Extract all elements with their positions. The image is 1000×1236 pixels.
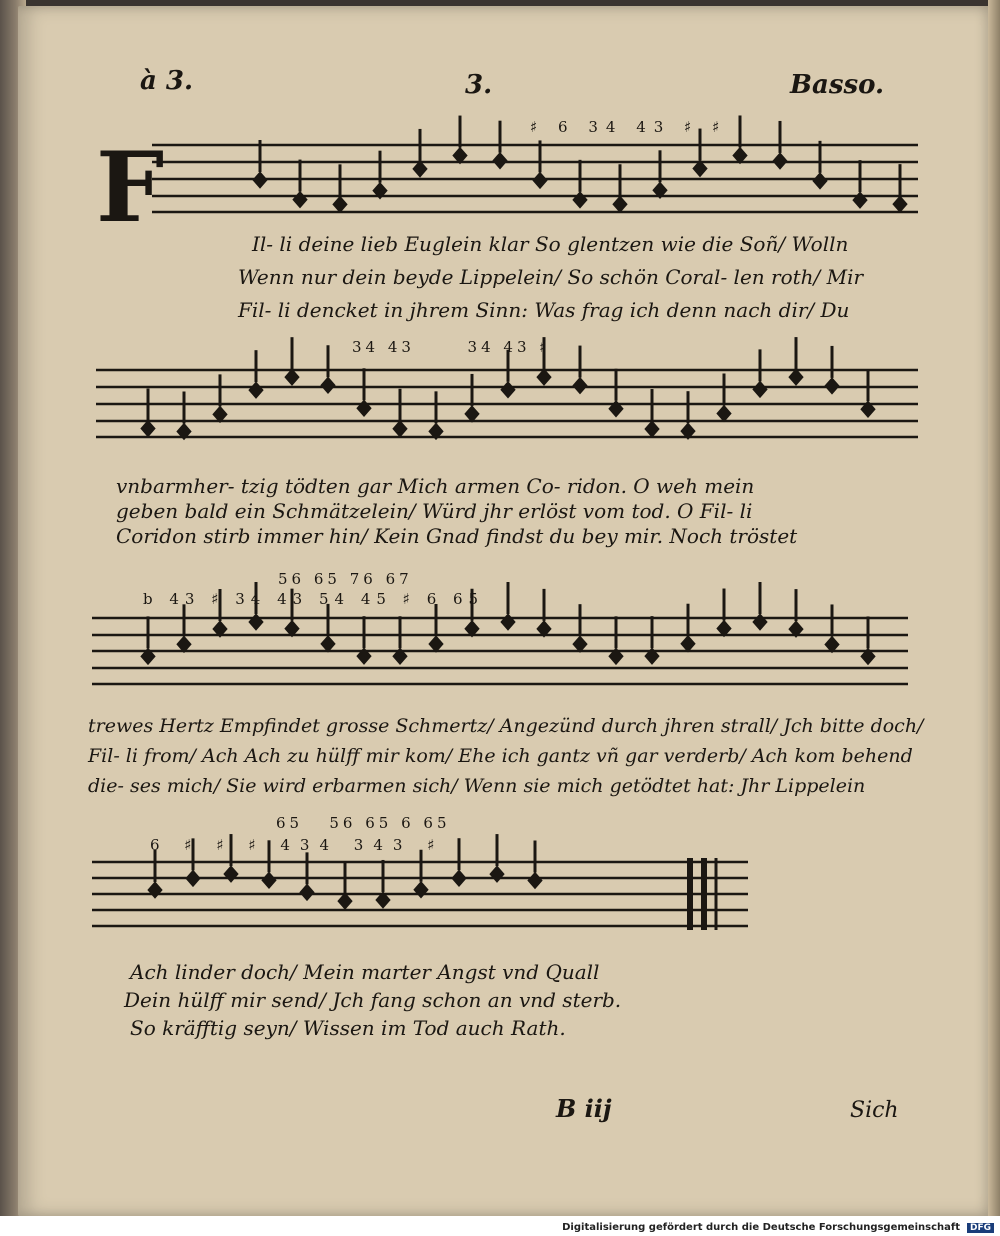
- note-head: [293, 192, 307, 208]
- note-head: [253, 172, 267, 188]
- note-head: [573, 378, 587, 394]
- note-head: [645, 421, 659, 437]
- lyric-line: Fil- li dencket in jhrem Sinn: Was frag ich denn nach dir/ Du: [238, 298, 850, 322]
- note-head: [528, 872, 542, 888]
- lyric-line: die- ses mich/ Sie wird erbarmen sich/ Wenn sie mich getödtet hat: Jhr Lippelein: [88, 775, 866, 797]
- header-voice: Basso.: [790, 70, 885, 100]
- note-head: [789, 369, 803, 385]
- note-head: [413, 161, 427, 177]
- drop-initial: F: [96, 131, 165, 244]
- note-head: [333, 196, 347, 212]
- note-head: [148, 882, 162, 898]
- figures-system-4-top: 65 56 65 6 65: [276, 814, 451, 832]
- lyric-line: Dein hülff mir send/ Jch fang schon an vnd sterb.: [124, 988, 622, 1012]
- note-head: [249, 382, 263, 398]
- note-head: [357, 400, 371, 416]
- note-head: [262, 872, 276, 888]
- note-head: [681, 636, 695, 652]
- lyric-line: Ach linder doch/ Mein marter Angst vnd Quall: [130, 960, 600, 984]
- signature-mark: B iij: [556, 1094, 612, 1123]
- note-head: [321, 636, 335, 652]
- note-head: [533, 172, 547, 188]
- note-head: [501, 382, 515, 398]
- note-head: [452, 870, 466, 886]
- lyric-line: Fil- li from/ Ach Ach zu hülff mir kom/ Ehe ich gantz vñ gar verderb/ Ach kom behend: [88, 745, 913, 767]
- figures-system-3: b 43 ♯ 34 43 54 45 ♯ 6 65: [143, 590, 485, 608]
- note-head: [537, 369, 551, 385]
- note-head: [813, 173, 827, 189]
- note-head: [753, 381, 767, 397]
- lyric-line: vnbarmher- tzig tödten gar Mich armen Co- ridon. O weh mein: [116, 474, 755, 498]
- dfg-logo: DFG: [967, 1223, 994, 1233]
- lyric-line: trewes Hertz Empfindet grosse Schmertz/ Angezünd durch jhren strall/ Jch bitte doch/: [88, 715, 924, 737]
- note-head: [490, 866, 504, 882]
- note-head: [465, 406, 479, 422]
- lyric-line: Wenn nur dein beyde Lippelein/ So schön Coral- len roth/ Mir: [238, 265, 864, 289]
- note-head: [429, 636, 443, 652]
- lyric-line: So kräfftig seyn/ Wissen im Tod auch Rath.: [130, 1016, 566, 1040]
- lyric-line: Coridon stirb immer hin/ Kein Gnad findst du bey mir. Noch tröstet: [116, 524, 798, 548]
- page-number: 3.: [465, 70, 493, 100]
- note-head: [753, 614, 767, 630]
- note-head: [393, 421, 407, 437]
- note-head: [717, 405, 731, 421]
- figures-system-2: 34 43 34 43 ♯: [352, 338, 551, 356]
- note-head: [613, 196, 627, 212]
- note-head: [249, 614, 263, 630]
- note-head: [300, 884, 314, 900]
- note-head: [893, 196, 907, 212]
- note-head: [338, 893, 352, 909]
- note-head: [414, 882, 428, 898]
- note-head: [773, 153, 787, 169]
- header-left: à 3.: [140, 66, 194, 96]
- note-head: [186, 870, 200, 886]
- note-head: [853, 192, 867, 208]
- figures-system-1: ♯ 6 34 43 ♯ ♯: [530, 118, 728, 136]
- note-head: [573, 192, 587, 208]
- lyric-line: Il- li deine lieb Euglein klar So glentzen wie die Soñ/ Wolln: [252, 232, 849, 256]
- note-head: [224, 866, 238, 882]
- note-head: [825, 378, 839, 394]
- lyric-line: geben bald ein Schmätzelein/ Würd jhr erlöst vom tod. O Fil- li: [116, 499, 753, 523]
- figures-system-4: 6 ♯ ♯ ♯ 434 343 ♯: [150, 836, 445, 854]
- note-head: [141, 421, 155, 437]
- catchword: Sich: [850, 1098, 899, 1123]
- note-head: [285, 369, 299, 385]
- note-head: [493, 153, 507, 169]
- footer-bar: [0, 1216, 1000, 1236]
- figures-system-3-top: 56 65 76 67: [278, 570, 413, 588]
- note-head: [501, 614, 515, 630]
- footer-credit: Digitalisierung gefördert durch die Deutsche Forschungsgemeinschaft: [562, 1222, 960, 1233]
- note-head: [321, 377, 335, 393]
